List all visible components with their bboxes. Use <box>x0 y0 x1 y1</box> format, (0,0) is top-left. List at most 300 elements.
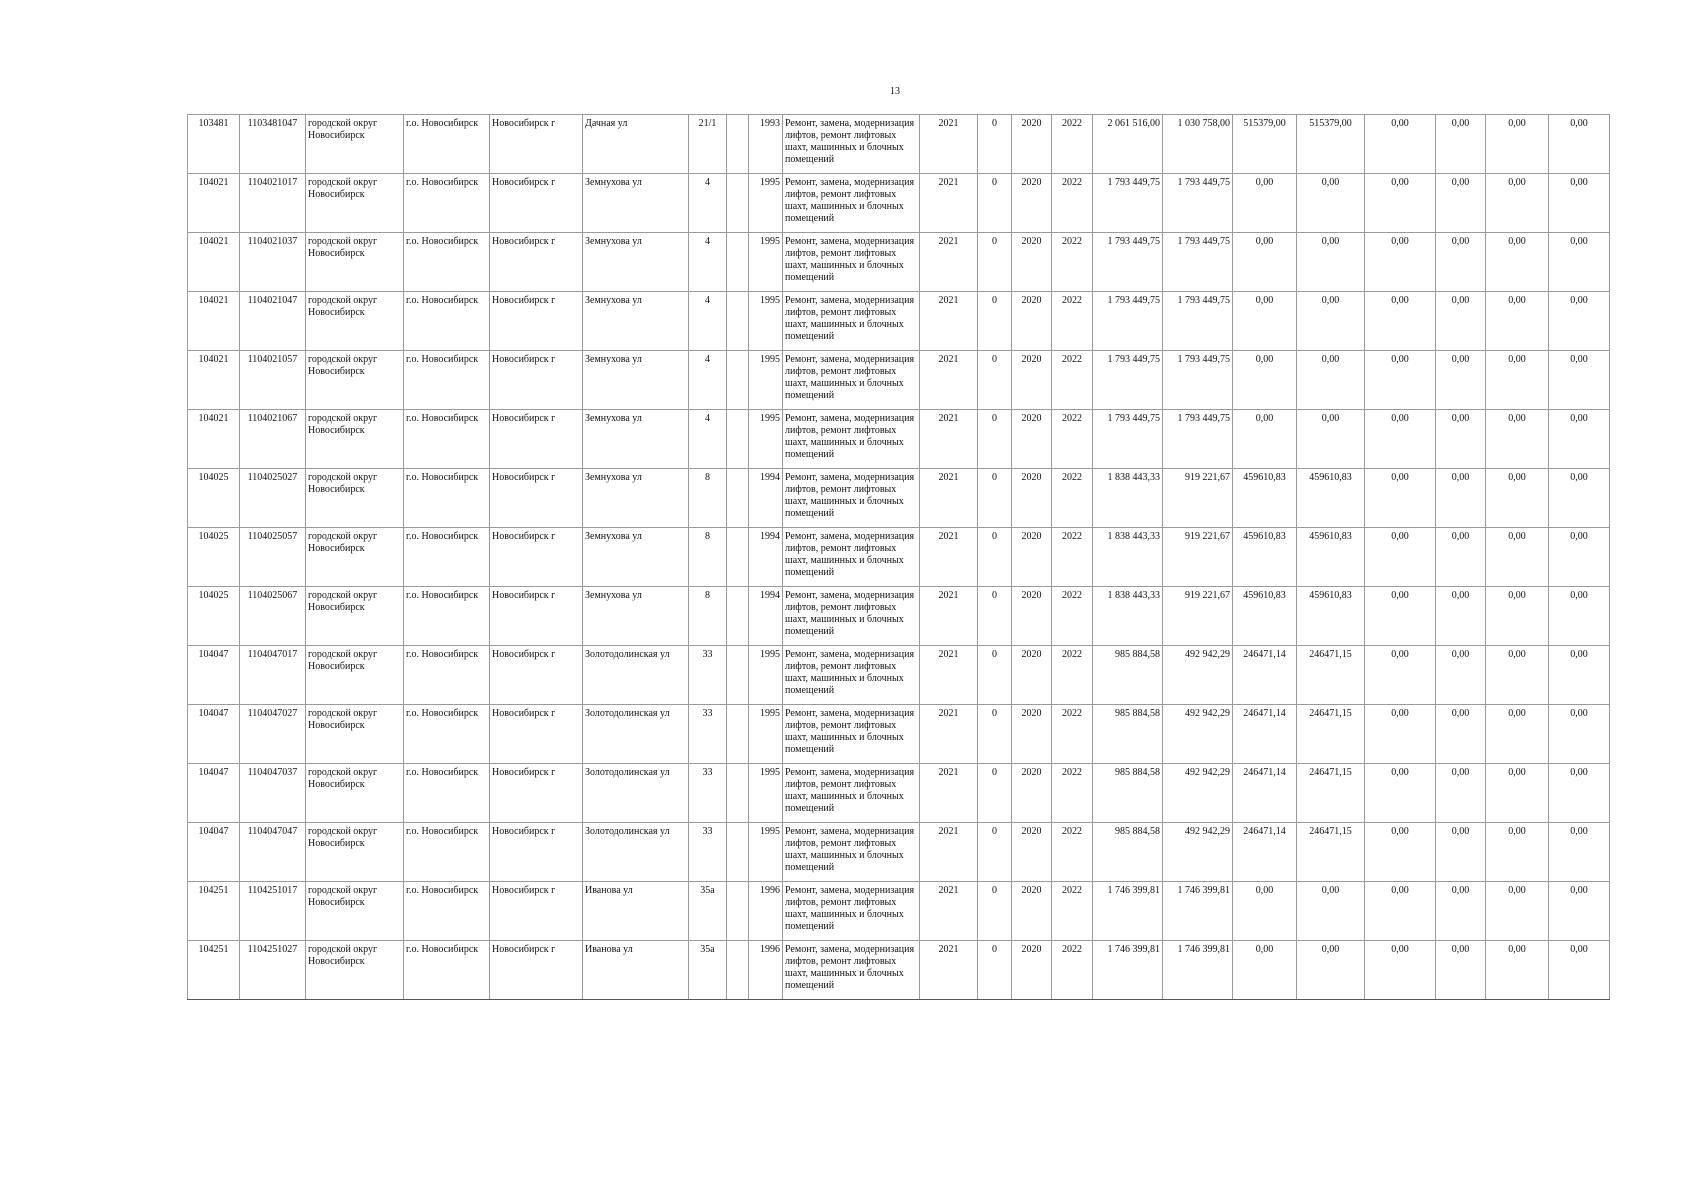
table-row <box>188 764 1610 823</box>
cell-commissioning-year: 1994 <box>749 587 783 646</box>
cell-cost-budget-2: 246471,15 <box>1297 764 1365 823</box>
cell-object-code: 1104021047 <box>240 292 306 351</box>
cell-object-code: 1104025067 <box>240 587 306 646</box>
cell-cost-other-2: 0,00 <box>1436 587 1486 646</box>
cell-cost-budget-2: 0,00 <box>1297 941 1365 1000</box>
cell-building <box>727 823 749 882</box>
table-row <box>188 292 1610 351</box>
cell-start-year: 2020 <box>1012 941 1052 1000</box>
cell-house-id: 104047 <box>188 764 240 823</box>
cell-cost-other-4: 0,00 <box>1549 174 1610 233</box>
cell-work-type: Ремонт, замена, модернизация лифтов, ремонт лифтовых шахт, машинных и блочных помещений <box>783 410 920 469</box>
cell-house-number: 8 <box>689 528 727 587</box>
cell-cost-other-2: 0,00 <box>1436 351 1486 410</box>
cell-house-number: 4 <box>689 233 727 292</box>
cell-commissioning-year: 1995 <box>749 233 783 292</box>
cell-cost-budget-2: 459610,83 <box>1297 587 1365 646</box>
cell-house-number: 33 <box>689 823 727 882</box>
cell-object-code: 1104021057 <box>240 351 306 410</box>
cell-cost-other-3: 0,00 <box>1486 174 1549 233</box>
cell-building <box>727 528 749 587</box>
cell-cost-other-2: 0,00 <box>1436 410 1486 469</box>
cell-total-cost: 985 884,58 <box>1093 823 1163 882</box>
cell-work-type: Ремонт, замена, модернизация лифтов, ремонт лифтовых шахт, машинных и блочных помещений <box>783 292 920 351</box>
cell-municipal-district: г.о. Новосибирск <box>404 528 490 587</box>
cell-municipality: городской округ Новосибирск <box>306 705 404 764</box>
cell-municipal-district: г.о. Новосибирск <box>404 823 490 882</box>
cell-cost-fund: 492 942,29 <box>1163 705 1233 764</box>
cell-street: Земнухова ул <box>583 469 689 528</box>
cell-cost-budget-2: 246471,15 <box>1297 705 1365 764</box>
cell-municipality: городской округ Новосибирск <box>306 823 404 882</box>
cell-cost-budget-1: 0,00 <box>1233 410 1297 469</box>
cell-locality: Новосибирск г <box>490 823 583 882</box>
cell-cost-other-1: 0,00 <box>1365 764 1436 823</box>
cell-cost-other-1: 0,00 <box>1365 351 1436 410</box>
table-row <box>188 587 1610 646</box>
table-row <box>188 351 1610 410</box>
cell-flag: 0 <box>978 351 1012 410</box>
cell-cost-other-1: 0,00 <box>1365 941 1436 1000</box>
cell-cost-other-1: 0,00 <box>1365 115 1436 174</box>
cell-start-year: 2020 <box>1012 292 1052 351</box>
cell-total-cost: 1 838 443,33 <box>1093 528 1163 587</box>
cell-total-cost: 985 884,58 <box>1093 705 1163 764</box>
cell-municipality: городской округ Новосибирск <box>306 292 404 351</box>
cell-commissioning-year: 1995 <box>749 174 783 233</box>
cell-cost-other-2: 0,00 <box>1436 233 1486 292</box>
cell-cost-fund: 492 942,29 <box>1163 646 1233 705</box>
cell-house-id: 103481 <box>188 115 240 174</box>
cell-start-year: 2020 <box>1012 528 1052 587</box>
cell-cost-budget-2: 459610,83 <box>1297 469 1365 528</box>
cell-municipal-district: г.о. Новосибирск <box>404 764 490 823</box>
cell-municipality: городской округ Новосибирск <box>306 882 404 941</box>
cell-object-code: 1103481047 <box>240 115 306 174</box>
cell-building <box>727 410 749 469</box>
cell-cost-other-3: 0,00 <box>1486 587 1549 646</box>
cell-municipal-district: г.о. Новосибирск <box>404 292 490 351</box>
cell-locality: Новосибирск г <box>490 292 583 351</box>
cell-street: Земнухова ул <box>583 351 689 410</box>
cell-municipality: городской округ Новосибирск <box>306 233 404 292</box>
cell-building <box>727 882 749 941</box>
cell-building <box>727 292 749 351</box>
cell-start-year: 2020 <box>1012 705 1052 764</box>
table-row <box>188 115 1610 174</box>
cell-cost-budget-2: 0,00 <box>1297 233 1365 292</box>
cell-end-year: 2022 <box>1052 410 1093 469</box>
cell-cost-fund: 919 221,67 <box>1163 469 1233 528</box>
cell-cost-other-4: 0,00 <box>1549 410 1610 469</box>
cell-cost-other-4: 0,00 <box>1549 115 1610 174</box>
cell-end-year: 2022 <box>1052 823 1093 882</box>
cell-cost-fund: 1 030 758,00 <box>1163 115 1233 174</box>
table-row <box>188 882 1610 941</box>
cell-building <box>727 764 749 823</box>
cell-object-code: 1104021067 <box>240 410 306 469</box>
cell-total-cost: 1 793 449,75 <box>1093 351 1163 410</box>
cell-house-number: 21/1 <box>689 115 727 174</box>
cell-cost-other-4: 0,00 <box>1549 292 1610 351</box>
cell-work-type: Ремонт, замена, модернизация лифтов, ремонт лифтовых шахт, машинных и блочных помещений <box>783 646 920 705</box>
cell-commissioning-year: 1995 <box>749 764 783 823</box>
cell-total-cost: 1 793 449,75 <box>1093 233 1163 292</box>
cell-cost-other-2: 0,00 <box>1436 764 1486 823</box>
cell-municipal-district: г.о. Новосибирск <box>404 469 490 528</box>
cell-cost-budget-1: 0,00 <box>1233 941 1297 1000</box>
cell-cost-budget-1: 459610,83 <box>1233 528 1297 587</box>
cell-commissioning-year: 1993 <box>749 115 783 174</box>
cell-municipality: городской округ Новосибирск <box>306 115 404 174</box>
cell-cost-other-4: 0,00 <box>1549 469 1610 528</box>
cell-cost-other-3: 0,00 <box>1486 469 1549 528</box>
cell-end-year: 2022 <box>1052 646 1093 705</box>
cell-house-id: 104047 <box>188 823 240 882</box>
cell-flag: 0 <box>978 646 1012 705</box>
cell-cost-other-4: 0,00 <box>1549 351 1610 410</box>
cell-work-type: Ремонт, замена, модернизация лифтов, ремонт лифтовых шахт, машинных и блочных помещений <box>783 174 920 233</box>
cell-cost-other-3: 0,00 <box>1486 233 1549 292</box>
cell-cost-other-2: 0,00 <box>1436 174 1486 233</box>
cell-building <box>727 233 749 292</box>
cell-work-type: Ремонт, замена, модернизация лифтов, ремонт лифтовых шахт, машинных и блочных помещений <box>783 941 920 1000</box>
cell-cost-budget-2: 459610,83 <box>1297 528 1365 587</box>
cell-street: Дачная ул <box>583 115 689 174</box>
cell-cost-fund: 492 942,29 <box>1163 764 1233 823</box>
cell-flag: 0 <box>978 705 1012 764</box>
cell-municipal-district: г.о. Новосибирск <box>404 174 490 233</box>
cell-street: Земнухова ул <box>583 410 689 469</box>
table-row <box>188 233 1610 292</box>
cell-flag: 0 <box>978 823 1012 882</box>
cell-house-id: 104021 <box>188 410 240 469</box>
cell-work-type: Ремонт, замена, модернизация лифтов, ремонт лифтовых шахт, машинных и блочных помещений <box>783 115 920 174</box>
cell-flag: 0 <box>978 941 1012 1000</box>
cell-end-year: 2022 <box>1052 882 1093 941</box>
page-number: 13 <box>890 86 900 97</box>
table-row <box>188 646 1610 705</box>
cell-program-year: 2021 <box>920 941 978 1000</box>
cell-municipality: городской округ Новосибирск <box>306 528 404 587</box>
cell-cost-other-1: 0,00 <box>1365 469 1436 528</box>
table-row <box>188 528 1610 587</box>
cell-total-cost: 2 061 516,00 <box>1093 115 1163 174</box>
cell-cost-budget-1: 246471,14 <box>1233 764 1297 823</box>
cell-total-cost: 1 793 449,75 <box>1093 174 1163 233</box>
cell-cost-other-4: 0,00 <box>1549 587 1610 646</box>
cell-object-code: 1104021037 <box>240 233 306 292</box>
cell-municipal-district: г.о. Новосибирск <box>404 941 490 1000</box>
cell-commissioning-year: 1995 <box>749 410 783 469</box>
cell-object-code: 1104047037 <box>240 764 306 823</box>
cell-cost-other-3: 0,00 <box>1486 410 1549 469</box>
cell-cost-other-4: 0,00 <box>1549 646 1610 705</box>
cell-cost-other-3: 0,00 <box>1486 115 1549 174</box>
cell-program-year: 2021 <box>920 469 978 528</box>
cell-house-number: 4 <box>689 174 727 233</box>
cell-cost-other-3: 0,00 <box>1486 292 1549 351</box>
cell-end-year: 2022 <box>1052 174 1093 233</box>
cell-building <box>727 351 749 410</box>
cell-program-year: 2021 <box>920 292 978 351</box>
cell-cost-other-2: 0,00 <box>1436 882 1486 941</box>
cell-building <box>727 469 749 528</box>
cell-commissioning-year: 1995 <box>749 351 783 410</box>
cell-cost-budget-1: 459610,83 <box>1233 587 1297 646</box>
cell-cost-other-3: 0,00 <box>1486 764 1549 823</box>
cell-start-year: 2020 <box>1012 764 1052 823</box>
cell-cost-fund: 1 746 399,81 <box>1163 882 1233 941</box>
cell-work-type: Ремонт, замена, модернизация лифтов, ремонт лифтовых шахт, машинных и блочных помещений <box>783 233 920 292</box>
cell-start-year: 2020 <box>1012 882 1052 941</box>
cell-object-code: 1104251027 <box>240 941 306 1000</box>
cell-program-year: 2021 <box>920 587 978 646</box>
cell-municipality: городской округ Новосибирск <box>306 587 404 646</box>
cell-house-number: 4 <box>689 410 727 469</box>
cell-house-number: 33 <box>689 764 727 823</box>
cell-house-number: 8 <box>689 587 727 646</box>
cell-cost-fund: 1 793 449,75 <box>1163 292 1233 351</box>
cell-cost-other-1: 0,00 <box>1365 646 1436 705</box>
cell-cost-other-1: 0,00 <box>1365 528 1436 587</box>
cell-cost-other-4: 0,00 <box>1549 705 1610 764</box>
table-row <box>188 941 1610 1000</box>
cell-program-year: 2021 <box>920 174 978 233</box>
cell-commissioning-year: 1995 <box>749 292 783 351</box>
cell-start-year: 2020 <box>1012 410 1052 469</box>
cell-locality: Новосибирск г <box>490 646 583 705</box>
cell-cost-fund: 1 746 399,81 <box>1163 941 1233 1000</box>
cell-municipal-district: г.о. Новосибирск <box>404 410 490 469</box>
cell-work-type: Ремонт, замена, модернизация лифтов, ремонт лифтовых шахт, машинных и блочных помещений <box>783 528 920 587</box>
cell-building <box>727 941 749 1000</box>
cell-total-cost: 1 793 449,75 <box>1093 410 1163 469</box>
cell-locality: Новосибирск г <box>490 174 583 233</box>
cell-total-cost: 985 884,58 <box>1093 764 1163 823</box>
cell-street: Иванова ул <box>583 882 689 941</box>
table-row <box>188 174 1610 233</box>
cell-street: Земнухова ул <box>583 233 689 292</box>
cell-cost-other-2: 0,00 <box>1436 115 1486 174</box>
cell-street: Земнухова ул <box>583 587 689 646</box>
cell-cost-other-1: 0,00 <box>1365 705 1436 764</box>
cell-locality: Новосибирск г <box>490 469 583 528</box>
cell-cost-other-2: 0,00 <box>1436 941 1486 1000</box>
cell-cost-other-4: 0,00 <box>1549 764 1610 823</box>
cell-object-code: 1104047027 <box>240 705 306 764</box>
cell-flag: 0 <box>978 587 1012 646</box>
cell-cost-fund: 1 793 449,75 <box>1163 174 1233 233</box>
cell-cost-budget-2: 0,00 <box>1297 174 1365 233</box>
cell-cost-budget-1: 0,00 <box>1233 351 1297 410</box>
cell-building <box>727 174 749 233</box>
cell-municipal-district: г.о. Новосибирск <box>404 882 490 941</box>
registry-table <box>187 114 1610 1000</box>
cell-commissioning-year: 1995 <box>749 705 783 764</box>
cell-municipal-district: г.о. Новосибирск <box>404 705 490 764</box>
cell-program-year: 2021 <box>920 705 978 764</box>
cell-end-year: 2022 <box>1052 469 1093 528</box>
cell-program-year: 2021 <box>920 646 978 705</box>
cell-cost-other-2: 0,00 <box>1436 469 1486 528</box>
cell-object-code: 1104047047 <box>240 823 306 882</box>
cell-program-year: 2021 <box>920 528 978 587</box>
cell-house-id: 104021 <box>188 174 240 233</box>
cell-municipal-district: г.о. Новосибирск <box>404 646 490 705</box>
cell-municipality: городской округ Новосибирск <box>306 646 404 705</box>
cell-end-year: 2022 <box>1052 115 1093 174</box>
cell-locality: Новосибирск г <box>490 115 583 174</box>
cell-cost-other-4: 0,00 <box>1549 941 1610 1000</box>
cell-object-code: 1104021017 <box>240 174 306 233</box>
cell-cost-other-3: 0,00 <box>1486 646 1549 705</box>
cell-locality: Новосибирск г <box>490 764 583 823</box>
cell-municipality: городской округ Новосибирск <box>306 764 404 823</box>
cell-program-year: 2021 <box>920 115 978 174</box>
cell-street: Земнухова ул <box>583 528 689 587</box>
cell-cost-budget-2: 246471,15 <box>1297 646 1365 705</box>
cell-municipal-district: г.о. Новосибирск <box>404 351 490 410</box>
cell-total-cost: 1 838 443,33 <box>1093 587 1163 646</box>
cell-cost-budget-1: 0,00 <box>1233 292 1297 351</box>
cell-cost-other-3: 0,00 <box>1486 823 1549 882</box>
cell-cost-budget-1: 246471,14 <box>1233 705 1297 764</box>
cell-cost-other-3: 0,00 <box>1486 528 1549 587</box>
cell-cost-budget-1: 0,00 <box>1233 174 1297 233</box>
cell-cost-other-1: 0,00 <box>1365 292 1436 351</box>
cell-cost-budget-1: 0,00 <box>1233 233 1297 292</box>
cell-cost-other-3: 0,00 <box>1486 941 1549 1000</box>
cell-municipal-district: г.о. Новосибирск <box>404 115 490 174</box>
cell-flag: 0 <box>978 233 1012 292</box>
cell-cost-other-2: 0,00 <box>1436 823 1486 882</box>
cell-cost-budget-1: 246471,14 <box>1233 646 1297 705</box>
cell-house-id: 104025 <box>188 587 240 646</box>
cell-total-cost: 1 746 399,81 <box>1093 941 1163 1000</box>
cell-start-year: 2020 <box>1012 587 1052 646</box>
cell-cost-budget-1: 0,00 <box>1233 882 1297 941</box>
cell-house-id: 104251 <box>188 882 240 941</box>
cell-building <box>727 115 749 174</box>
cell-total-cost: 1 838 443,33 <box>1093 469 1163 528</box>
cell-commissioning-year: 1994 <box>749 469 783 528</box>
cell-cost-other-2: 0,00 <box>1436 292 1486 351</box>
table-row <box>188 705 1610 764</box>
cell-end-year: 2022 <box>1052 528 1093 587</box>
cell-flag: 0 <box>978 292 1012 351</box>
cell-program-year: 2021 <box>920 882 978 941</box>
cell-locality: Новосибирск г <box>490 705 583 764</box>
cell-program-year: 2021 <box>920 233 978 292</box>
cell-municipal-district: г.о. Новосибирск <box>404 233 490 292</box>
cell-house-number: 4 <box>689 351 727 410</box>
cell-program-year: 2021 <box>920 351 978 410</box>
cell-house-id: 104021 <box>188 292 240 351</box>
cell-cost-other-1: 0,00 <box>1365 882 1436 941</box>
cell-house-id: 104021 <box>188 351 240 410</box>
cell-locality: Новосибирск г <box>490 587 583 646</box>
cell-cost-fund: 919 221,67 <box>1163 528 1233 587</box>
cell-flag: 0 <box>978 410 1012 469</box>
cell-end-year: 2022 <box>1052 351 1093 410</box>
cell-cost-other-3: 0,00 <box>1486 351 1549 410</box>
cell-cost-other-4: 0,00 <box>1549 882 1610 941</box>
cell-flag: 0 <box>978 469 1012 528</box>
cell-cost-other-1: 0,00 <box>1365 587 1436 646</box>
cell-street: Золотодолинская ул <box>583 646 689 705</box>
cell-house-number: 35а <box>689 882 727 941</box>
cell-cost-budget-1: 459610,83 <box>1233 469 1297 528</box>
cell-work-type: Ремонт, замена, модернизация лифтов, ремонт лифтовых шахт, машинных и блочных помещений <box>783 705 920 764</box>
cell-start-year: 2020 <box>1012 233 1052 292</box>
cell-cost-other-4: 0,00 <box>1549 823 1610 882</box>
cell-cost-other-1: 0,00 <box>1365 410 1436 469</box>
cell-cost-fund: 1 793 449,75 <box>1163 351 1233 410</box>
cell-street: Золотодолинская ул <box>583 823 689 882</box>
cell-work-type: Ремонт, замена, модернизация лифтов, ремонт лифтовых шахт, машинных и блочных помещений <box>783 882 920 941</box>
cell-cost-other-2: 0,00 <box>1436 646 1486 705</box>
cell-cost-other-3: 0,00 <box>1486 705 1549 764</box>
cell-locality: Новосибирск г <box>490 410 583 469</box>
cell-cost-other-3: 0,00 <box>1486 882 1549 941</box>
cell-work-type: Ремонт, замена, модернизация лифтов, ремонт лифтовых шахт, машинных и блочных помещений <box>783 764 920 823</box>
cell-house-number: 33 <box>689 646 727 705</box>
cell-work-type: Ремонт, замена, модернизация лифтов, ремонт лифтовых шахт, машинных и блочных помещений <box>783 469 920 528</box>
cell-building <box>727 646 749 705</box>
cell-cost-budget-2: 0,00 <box>1297 351 1365 410</box>
cell-house-id: 104025 <box>188 469 240 528</box>
cell-program-year: 2021 <box>920 410 978 469</box>
cell-cost-other-2: 0,00 <box>1436 528 1486 587</box>
cell-total-cost: 1 746 399,81 <box>1093 882 1163 941</box>
cell-cost-budget-1: 515379,00 <box>1233 115 1297 174</box>
cell-locality: Новосибирск г <box>490 351 583 410</box>
cell-end-year: 2022 <box>1052 292 1093 351</box>
cell-flag: 0 <box>978 115 1012 174</box>
cell-start-year: 2020 <box>1012 115 1052 174</box>
cell-total-cost: 985 884,58 <box>1093 646 1163 705</box>
cell-flag: 0 <box>978 882 1012 941</box>
cell-cost-budget-2: 0,00 <box>1297 292 1365 351</box>
cell-locality: Новосибирск г <box>490 233 583 292</box>
cell-street: Земнухова ул <box>583 292 689 351</box>
cell-end-year: 2022 <box>1052 764 1093 823</box>
cell-locality: Новосибирск г <box>490 528 583 587</box>
cell-house-id: 104047 <box>188 646 240 705</box>
cell-street: Золотодолинская ул <box>583 764 689 823</box>
cell-commissioning-year: 1995 <box>749 823 783 882</box>
cell-work-type: Ремонт, замена, модернизация лифтов, ремонт лифтовых шахт, машинных и блочных помещений <box>783 587 920 646</box>
cell-cost-other-2: 0,00 <box>1436 705 1486 764</box>
cell-municipality: городской округ Новосибирск <box>306 410 404 469</box>
cell-house-number: 35а <box>689 941 727 1000</box>
cell-object-code: 1104025057 <box>240 528 306 587</box>
cell-start-year: 2020 <box>1012 174 1052 233</box>
cell-cost-budget-1: 246471,14 <box>1233 823 1297 882</box>
cell-total-cost: 1 793 449,75 <box>1093 292 1163 351</box>
cell-commissioning-year: 1995 <box>749 646 783 705</box>
cell-street: Золотодолинская ул <box>583 705 689 764</box>
cell-house-number: 33 <box>689 705 727 764</box>
cell-object-code: 1104047017 <box>240 646 306 705</box>
cell-end-year: 2022 <box>1052 233 1093 292</box>
cell-municipality: городской округ Новосибирск <box>306 174 404 233</box>
cell-flag: 0 <box>978 528 1012 587</box>
cell-cost-fund: 1 793 449,75 <box>1163 410 1233 469</box>
cell-commissioning-year: 1994 <box>749 528 783 587</box>
cell-house-number: 8 <box>689 469 727 528</box>
